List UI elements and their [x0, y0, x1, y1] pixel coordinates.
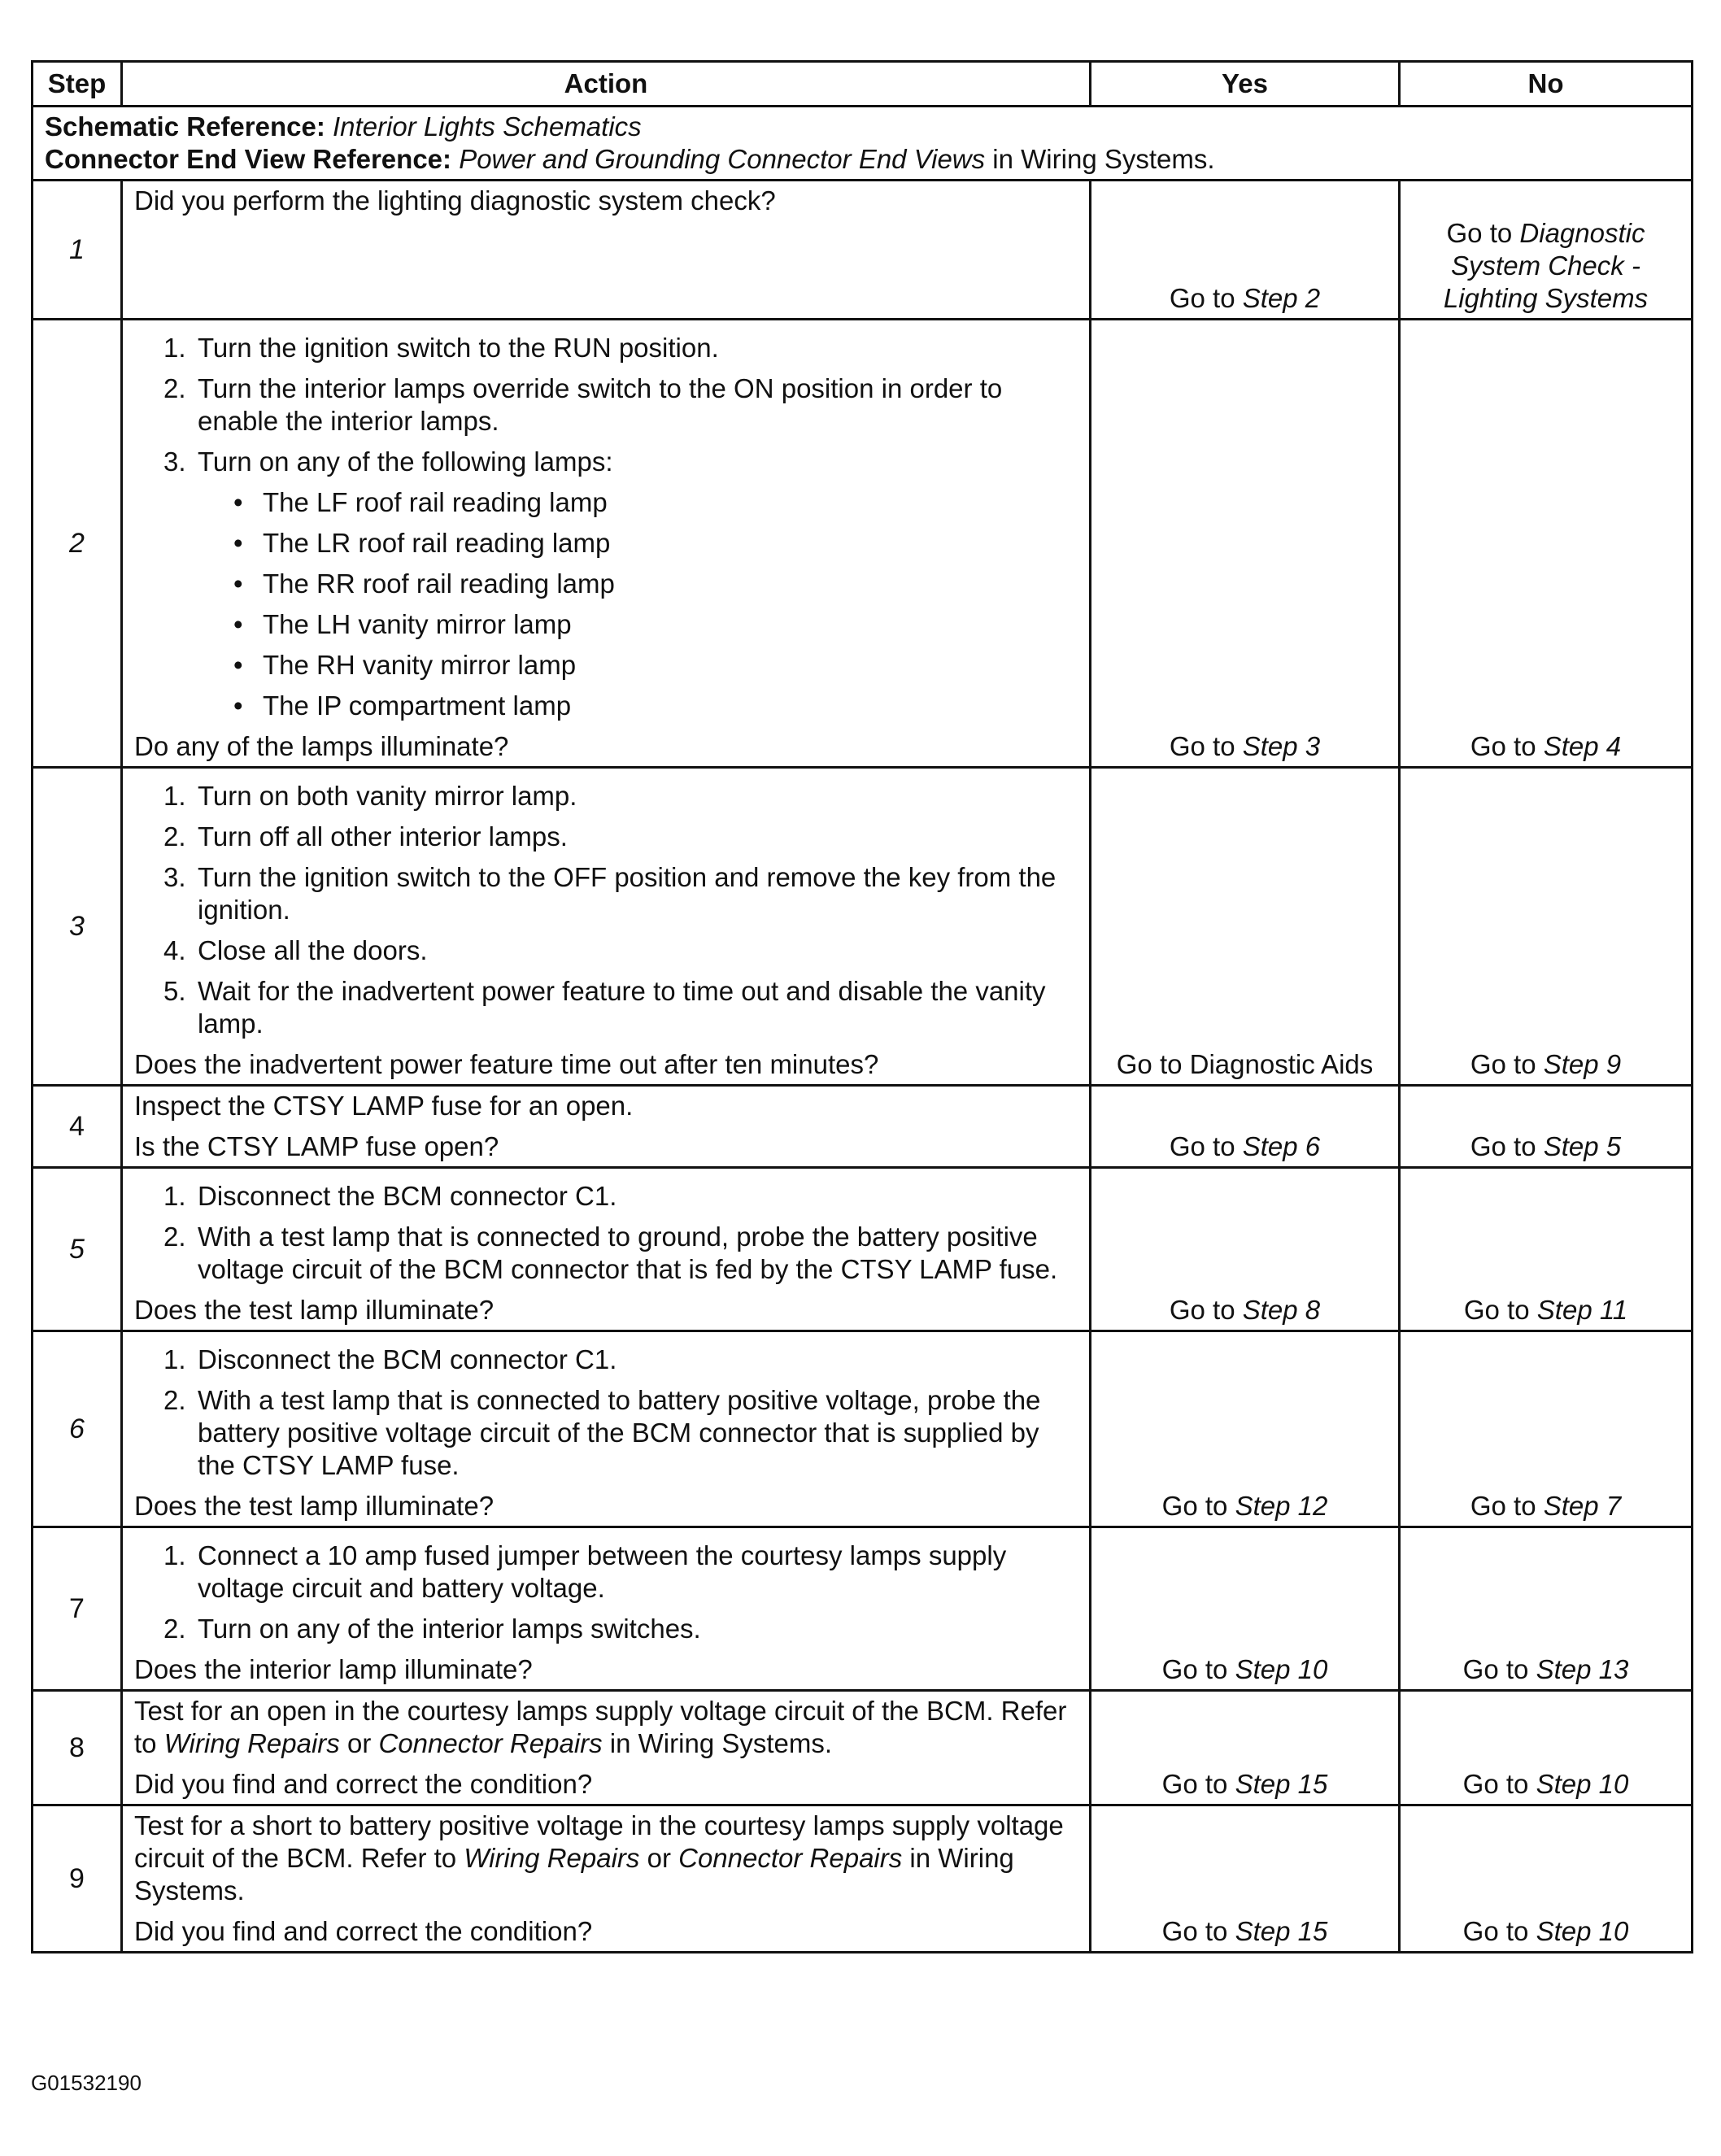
no-cell: Go to Step 9: [1400, 768, 1693, 1086]
step-number: 7: [33, 1527, 122, 1691]
header-row: [33, 62, 1693, 107]
step-number: 4: [33, 1086, 122, 1168]
yes-cell: Go to Step 2: [1091, 181, 1400, 320]
table-row: [33, 1168, 1693, 1331]
step-number: 3: [33, 768, 122, 1086]
table-row: [33, 1086, 1693, 1168]
connector-repairs-link: Connector Repairs: [678, 1843, 903, 1873]
list-item: 1. Disconnect the BCM connector C1.: [163, 1344, 617, 1374]
list-item: 5. Wait for the inadvertent power feature to time out and disable the vanity lamp.: [163, 976, 1046, 1039]
connector-reference: Connector End View Reference: Power and Grounding Connector End Views in Wiring Systems.: [45, 144, 1215, 174]
table-row: [33, 1527, 1693, 1691]
table-row: [33, 1691, 1693, 1805]
lamp-list: [198, 486, 1078, 722]
action-question: Does the test lamp illuminate?: [134, 1491, 495, 1521]
no-cell: Go to Step 5: [1400, 1086, 1693, 1168]
action-steps: [134, 1540, 1078, 1645]
list-item: 1. Turn on both vanity mirror lamp.: [163, 781, 577, 811]
action-question: Is the CTSY LAMP fuse open?: [134, 1131, 499, 1161]
list-item: 1. Disconnect the BCM connector C1.: [163, 1181, 617, 1211]
header-no: No: [1400, 62, 1693, 107]
list-item: • The LH vanity mirror lamp: [233, 608, 1078, 641]
reference-row: [33, 107, 1693, 181]
list-item: 1. Turn the ignition switch to the RUN position.: [163, 333, 719, 363]
action-steps: [134, 332, 1078, 722]
yes-cell: Go to Step 8: [1091, 1168, 1400, 1331]
table-row: [33, 1805, 1693, 1953]
yes-cell: Go to Step 6: [1091, 1086, 1400, 1168]
yes-cell: Go to Step 12: [1091, 1331, 1400, 1527]
header-yes: Yes: [1091, 62, 1400, 107]
connector-reference-link: Power and Grounding Connector End Views: [459, 144, 986, 174]
yes-cell: Go to Step 10: [1091, 1527, 1400, 1691]
schematic-reference: Schematic Reference: Interior Lights Schematics: [45, 111, 642, 142]
step-number: 2: [33, 320, 122, 768]
action-question: Do any of the lamps illuminate?: [134, 731, 509, 761]
action-cell: [122, 1805, 1091, 1953]
step-number: 1: [33, 181, 122, 320]
reference-cell: [33, 107, 1693, 181]
yes-cell: Go to Step 15: [1091, 1805, 1400, 1953]
action-cell: [122, 320, 1091, 768]
no-cell: Go to Step 7: [1400, 1331, 1693, 1527]
action-question: Does the interior lamp illuminate?: [134, 1654, 533, 1684]
table-row: [33, 768, 1693, 1086]
list-item: 2. Turn on any of the interior lamps switches.: [163, 1614, 701, 1644]
action-steps: [134, 1344, 1078, 1482]
action-text: Inspect the CTSY LAMP fuse for an open.: [134, 1091, 634, 1121]
action-question: Did you perform the lighting diagnostic system check?: [134, 185, 776, 216]
action-question: Did you find and correct the condition?: [134, 1769, 593, 1799]
table-row: [33, 320, 1693, 768]
figure-id: G01532190: [31, 2071, 142, 2095]
no-cell: Go to Step 4: [1400, 320, 1693, 768]
action-steps: [134, 1180, 1078, 1286]
header-action: Action: [122, 62, 1091, 107]
action-cell: [122, 1086, 1091, 1168]
connector-repairs-link: Connector Repairs: [378, 1728, 603, 1758]
step-number: 8: [33, 1691, 122, 1805]
step-number: 5: [33, 1168, 122, 1331]
action-steps: [134, 780, 1078, 1040]
schematic-reference-link: Interior Lights Schematics: [333, 111, 642, 142]
wiring-repairs-link: Wiring Repairs: [464, 1843, 640, 1873]
list-item: • The RH vanity mirror lamp: [233, 649, 1078, 682]
list-item: 3. Turn the ignition switch to the OFF position and remove the key from the ignition.: [163, 862, 1057, 925]
step-number: 9: [33, 1805, 122, 1953]
action-cell: [122, 181, 1091, 320]
action-question: Does the test lamp illuminate?: [134, 1295, 495, 1325]
list-item: 2. With a test lamp that is connected to ground, probe the battery positive voltage circuit of the BCM connector that is fed by the CTSY LAMP fuse.: [163, 1222, 1058, 1284]
step-number: 6: [33, 1331, 122, 1527]
yes-cell: Go to Step 3: [1091, 320, 1400, 768]
header-step: Step: [33, 62, 122, 107]
list-item: 2. With a test lamp that is connected to battery positive voltage, probe the battery positive voltage circuit of the BCM connector that is supplied by the CTSY LAMP fuse.: [163, 1385, 1041, 1480]
action-cell: [122, 1691, 1091, 1805]
action-cell: [122, 768, 1091, 1086]
action-question: Did you find and correct the condition?: [134, 1916, 593, 1946]
action-question: Does the inadvertent power feature time out after ten minutes?: [134, 1049, 879, 1079]
no-cell: Go to Step 13: [1400, 1527, 1693, 1691]
table-row: [33, 1331, 1693, 1527]
wiring-repairs-link: Wiring Repairs: [163, 1728, 340, 1758]
list-item: 2. Turn the interior lamps override switch to the ON position in order to enable the interior lamps.: [163, 373, 1003, 436]
no-cell: Go to Diagnostic System Check - Lighting Systems: [1400, 181, 1693, 320]
list-item: 1. Connect a 10 amp fused jumper between the courtesy lamps supply voltage circuit and battery voltage.: [163, 1540, 1007, 1603]
action-text: Test for an open in the courtesy lamps supply voltage circuit of the BCM. Refer to Wiring Repairs or Connector Repairs in Wiring Systems.: [134, 1696, 1067, 1758]
no-cell: Go to Step 10: [1400, 1805, 1693, 1953]
list-item: • The LR roof rail reading lamp: [233, 527, 1078, 560]
action-text: Test for a short to battery positive voltage in the courtesy lamps supply voltage circuit of the BCM. Refer to Wiring Repairs or Connector Repairs in Wiring Systems.: [134, 1810, 1064, 1906]
list-item: 2. Turn off all other interior lamps.: [163, 821, 568, 852]
no-cell: Go to Step 10: [1400, 1691, 1693, 1805]
table-row: [33, 181, 1693, 320]
diagnostic-table: [31, 60, 1693, 1953]
yes-cell: Go to Step 15: [1091, 1691, 1400, 1805]
list-item: • The LF roof rail reading lamp: [233, 486, 1078, 519]
yes-cell: Go to Diagnostic Aids: [1091, 768, 1400, 1086]
action-cell: [122, 1527, 1091, 1691]
list-item: 3. Turn on any of the following lamps: • The LF roof rail reading lamp • The LR roof rail reading lamp • The RR roof rail reading lamp • The LH vanity mirror lamp • The RH vanity mirror lamp • The IP compartment lamp: [163, 446, 1078, 722]
list-item: • The IP compartment lamp: [233, 690, 1078, 722]
action-cell: [122, 1331, 1091, 1527]
list-item: 4. Close all the doors.: [163, 935, 428, 965]
action-cell: [122, 1168, 1091, 1331]
no-cell: Go to Step 11: [1400, 1168, 1693, 1331]
list-item: • The RR roof rail reading lamp: [233, 568, 1078, 600]
